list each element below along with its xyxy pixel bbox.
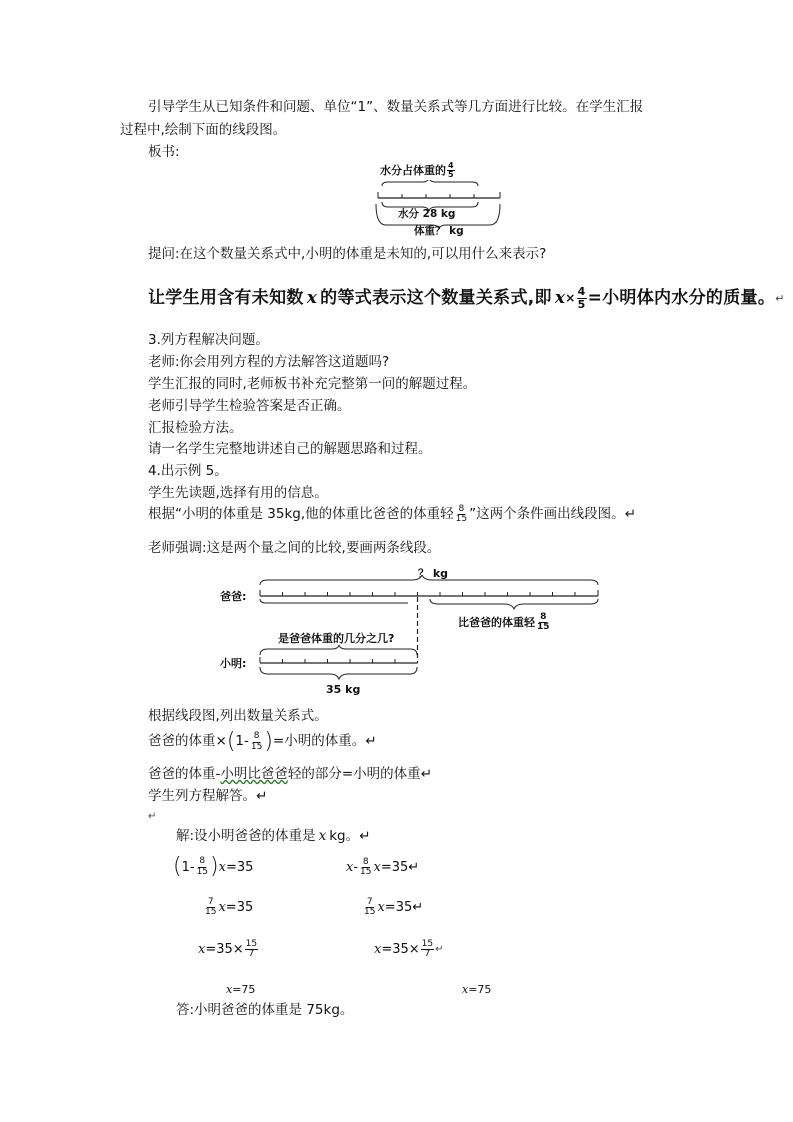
water-ratio-label: 水分占体重的 $\frac{4}{5}$ [380,161,454,180]
text-line: 汇报检验方法。 [148,420,243,436]
text-line: 请一名学生完整地讲述自己的解题思路和过程。 [148,441,432,457]
fraction-question-label: 是爸爸体重的几分之几? [278,632,395,645]
solution-let: 解:设小明爸爸的体重是 x kg。↵ [176,828,371,844]
text-line: 3.列方程解决问题。 [148,332,269,348]
right-step-1: x - $\frac{8}{15}$ x =35↵ [346,857,420,878]
blank-line: ↵ [148,811,157,822]
question-line: 提问:在这个数量关系式中,小明的体重是未知的,可以用什么来表示? [148,246,547,262]
text-line: 老师引导学生检验答案是否正确。 [148,398,351,414]
dad-total-label: ？ kg [418,567,449,580]
teacher-emphasis: 老师强调:这是两个量之间的比较,要画两条线段。 [148,540,441,556]
text-line: 学生汇报的同时,老师板书补充完整第一问的解题过程。 [148,376,477,392]
text-line: 老师:你会用列方程的方法解答这道题吗? [148,354,390,370]
board-label: 板书: [148,144,180,160]
text-line: 4.出示例 5。 [148,463,228,479]
dad-label: 爸爸: [220,590,247,603]
water-segment-diagram [372,180,512,230]
equation-intro-line: 让学生用含有未知数 x 的等式表示这个数量关系式,即 x × $\frac{4}{5}$ =小明体内水分的质量。 ↵ [148,285,785,311]
text-line: 学生先读题,选择有用的信息。 [148,485,328,501]
right-step-4: x=75 [462,983,492,996]
left-step-2: $\frac{7}{15}$ x =35 [205,897,254,918]
water-label: 水分 28 kg [398,208,456,220]
intro-line-2: 过程中,绘制下面的线段图。 [120,122,287,138]
relation-intro: 根据线段图,列出数量关系式。 [148,708,328,724]
left-step-4: x=75 [226,983,256,996]
left-step-1: ( 1- $\frac{8}{15}$ ) x =35 [173,854,254,879]
relation-2: 爸爸的体重-小明比爸爸轻的部分=小明的体重↵ [148,766,432,782]
right-step-2: $\frac{7}{15}$ x =35↵ [364,897,424,918]
right-step-3: x =35× $\frac{15}{7}$ ↵ [374,939,444,960]
left-step-3: x =35× $\frac{15}{7}$ [198,939,258,960]
lighter-label: 比爸爸的体重轻 $\frac{8}{15}$ [458,612,550,633]
xiaoming-label: 小明: [220,657,247,670]
answer-line: 答:小明爸爸的体重是 75kg。 [176,1002,354,1018]
intro-line-1: 引导学生从已知条件和问题、单位“1”、数量关系式等几方面进行比较。在学生汇报 [148,99,644,115]
relation-1: 爸爸的体重× ( 1- $\frac{8}{15}$ ) =小明的体重。↵ [148,729,377,754]
student-solve: 学生列方程解答。↵ [148,788,268,804]
example-line: 根据“小明的体重是 35kg,他的体重比爸爸的体重轻 $\frac{8}{15}$ ”这两个条件画出线段图。↵ [148,504,636,525]
xiaoming-weight-label: 35 kg [326,683,361,696]
weight-label: 体重？ kg [414,225,464,237]
comparison-segment-diagram [254,575,606,687]
